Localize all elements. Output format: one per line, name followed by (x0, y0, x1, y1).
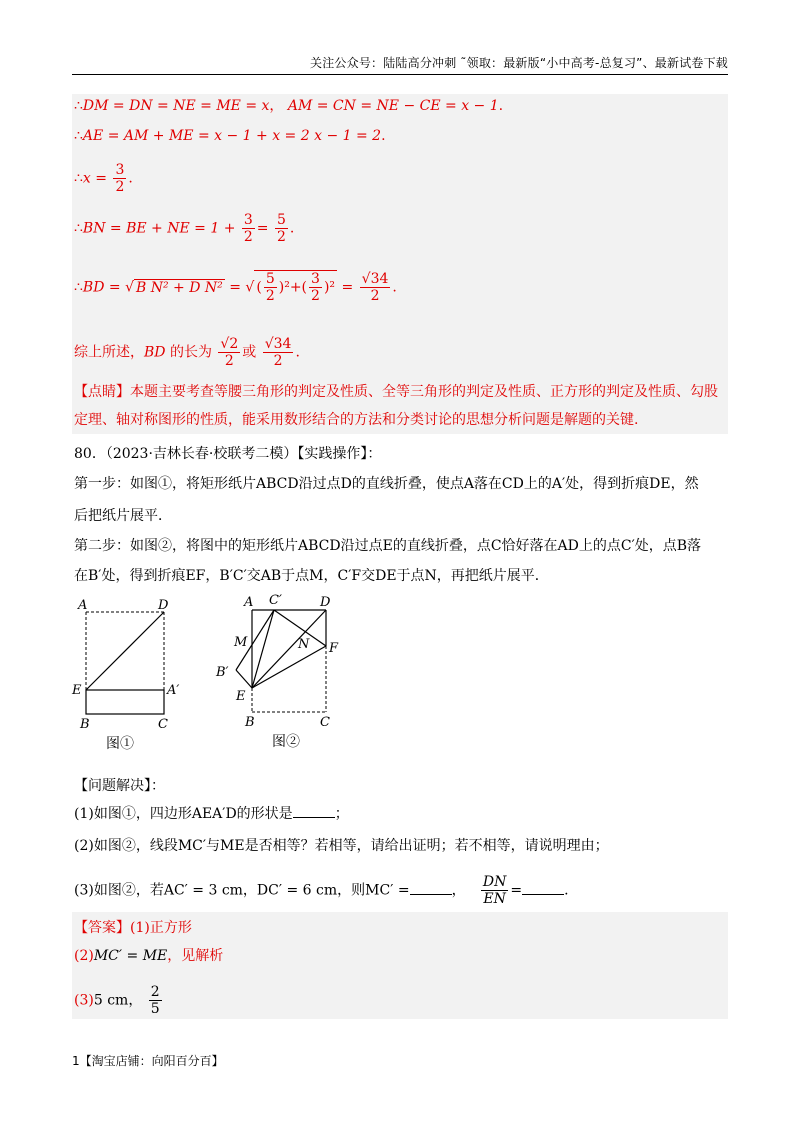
fig2-label-a: A (244, 595, 254, 610)
fig1-label-e: E (72, 683, 82, 698)
comment-line-2: 定理、轴对称图形的性质，能采用数形结合的方法和分类讨论的思想分析问题是解题的关键. (74, 412, 639, 428)
summary-line: 综上所述，BD 的长为 $\frac{√2}{2}$ 或 $\frac{√34}{2}$ . (74, 336, 300, 369)
question-section-title: 【问题解决】： (74, 778, 165, 794)
fig2-crease-ef (252, 646, 326, 688)
fig1-bottom-rect (86, 690, 164, 714)
page-header: 关注公众号：陆陆高分冲刺 ˜领取：最新版“小中高考-总复习”、最新试卷下载 (72, 54, 728, 75)
page-footer: 1【淘宝店铺：向阳百分百】 (72, 1054, 224, 1068)
fig2-line-b1e (236, 670, 252, 688)
fig1-label-a1: A′ (167, 683, 180, 698)
fig2-caption: 图② (272, 734, 300, 750)
fig2-label-n: N (298, 637, 310, 652)
answer-line-3: (3)5 cm， $\frac{2}{5}$ (74, 984, 160, 1017)
fig2-label-e: E (236, 689, 246, 704)
fig2-label-b: B (245, 715, 255, 730)
answer-line-2: (2)MC′ = ME，见解析 (74, 948, 224, 964)
problem-step2-b: 在B′处，得到折痕EF，B′C′交AB于点M，C′F交DE于点N，再把纸片展平． (74, 568, 549, 584)
fig1-label-b: B (80, 717, 90, 732)
fig1-label-c: C (158, 717, 168, 732)
solution-line-1: ∴DM = DN = NE = ME = x， AM = CN = NE − CE = x − 1. (74, 98, 504, 114)
fig2-label-d: D (320, 595, 331, 610)
question-3: (3)如图②，若AC′ = 3 cm，DC′ = 6 cm，则MC′ = ， $\frac{DN}{EN}$ = . (74, 874, 569, 907)
figure-1 (66, 594, 196, 754)
fig1-caption: 图① (106, 736, 134, 752)
answer-line-1: 【答案】(1)正方形 (74, 920, 192, 936)
fig2-label-c: C (320, 715, 330, 730)
comment-line-1: 【点睛】本题主要考查等腰三角形的判定及性质、全等三角形的判定及性质、正方形的判定及性质、勾股 (74, 384, 718, 400)
fig1-label-a: A (78, 598, 88, 613)
fig1-label-d: D (158, 598, 169, 613)
problem-title: 80．（2023·吉林长春·校联考二模）【实践操作】： (74, 446, 382, 462)
figure-2 (208, 590, 358, 756)
problem-step2-a: 第二步：如图②，将图中的矩形纸片ABCD沿过点E的直线折叠，点C恰好落在AD上的点C′处，点B落 (74, 538, 702, 554)
problem-step1-b: 后把纸片展平． (74, 508, 172, 524)
fig1-crease-de (86, 612, 164, 690)
problem-step1-a: 第一步：如图①，将矩形纸片ABCD沿过点D的直线折叠，使点A落在CD上的A′处，得到折痕DE，然 (74, 476, 699, 492)
question-1: (1)如图①，四边形AEA′D的形状是 ； (74, 806, 349, 822)
fig2-label-f: F (329, 641, 339, 656)
question-2: (2)如图②，线段MC′与ME是否相等？若相等，请给出证明；若不相等，请说明理由； (74, 838, 609, 854)
solution-line-3: ∴x = $\frac{3}{2}$ . (74, 162, 133, 195)
solution-line-2: ∴AE = AM + ME = x − 1 + x = 2 x − 1 = 2. (74, 128, 386, 144)
solution-line-4: ∴BN = BE + NE = 1 + $\frac{3}{2}$ = $\frac{5}{2}$ . (74, 212, 295, 245)
fig2-label-m: M (234, 635, 248, 650)
fig2-label-c1: C′ (269, 593, 282, 608)
solution-line-5: ∴BD = √ B N² + D N² = √ ( $\frac{5}{2}$ )²+( $\frac{3}{2}$ )² = $\frac{√34}{2}$ . (74, 271, 397, 304)
fig2-label-b1: B′ (216, 665, 229, 680)
